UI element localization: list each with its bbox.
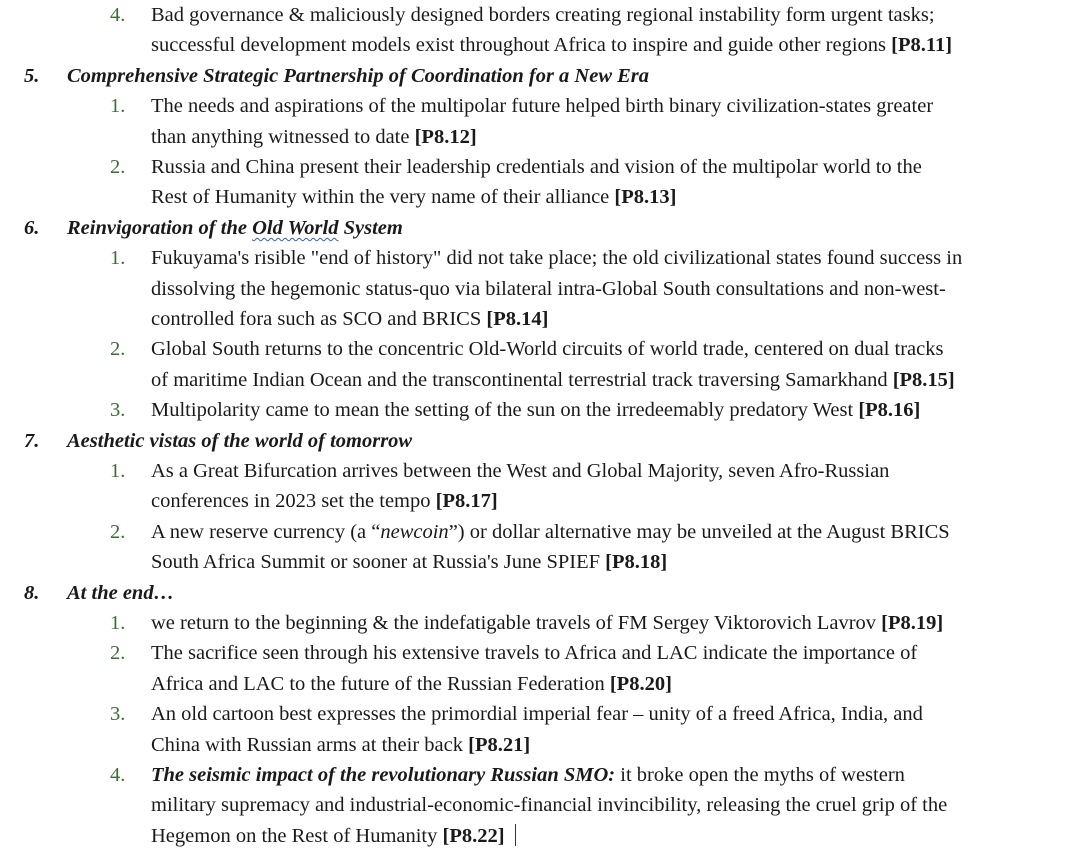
- list-item-text: [151, 547, 667, 577]
- section-title-pre: Reinvigoration of the: [67, 216, 253, 239]
- body-text: Global South returns to the concentric Old-World circuits of world trade, centered on dual tracks: [151, 338, 944, 361]
- list-item-text: [151, 638, 917, 668]
- list-item[interactable]: [0, 0, 1080, 30]
- list-item-number: 2.: [110, 156, 126, 178]
- reference-tag: [P8.20]: [609, 672, 672, 695]
- spellcheck-underline: Old World: [252, 216, 339, 239]
- body-text: Rest of Humanity within the very name of their alliance: [151, 186, 615, 209]
- list-item[interactable]: [0, 152, 1080, 182]
- body-text: conferences in 2023 set the tempo: [151, 490, 436, 513]
- reference-tag: [P8.21]: [468, 733, 531, 756]
- body-text: The sacrifice seen through his extensive travels to Africa and LAC indicate the importance of: [151, 642, 918, 665]
- body-text: China with Russian arms at their back: [151, 733, 469, 756]
- body-text: it broke open the myths of western: [615, 764, 905, 786]
- body-text: Multipolarity came to mean the setting of the sun on the irredeemably predatory West: [151, 399, 859, 422]
- section-heading[interactable]: [0, 61, 1080, 91]
- section-number: 5.: [24, 64, 40, 87]
- list-item-continuation[interactable]: [0, 304, 1080, 334]
- reference-tag: [P8.11]: [891, 34, 953, 57]
- list-item-number: 3.: [110, 399, 126, 422]
- list-item-text: [151, 395, 920, 425]
- list-item-text: [151, 122, 477, 152]
- body-text: we return to the beginning & the indefatigable travels of FM Sergey Viktorovich Lavrov: [151, 612, 882, 634]
- body-text: of maritime Indian Ocean and the transcontinental terrestrial track traversing Samarkhand: [151, 368, 893, 391]
- section-heading[interactable]: [0, 578, 1080, 608]
- list-item[interactable]: [0, 517, 1080, 547]
- list-item-continuation[interactable]: [0, 790, 1080, 820]
- list-item-number: 1.: [110, 247, 126, 270]
- section-heading[interactable]: [0, 426, 1080, 456]
- list-item-text: [151, 274, 946, 304]
- list-item[interactable]: [0, 699, 1080, 729]
- list-item[interactable]: [0, 638, 1080, 668]
- body-text: Russia and China present their leadership credentials and vision of the multipolar world to the: [151, 156, 922, 178]
- body-text: A new reserve currency (a “: [151, 520, 381, 543]
- reference-tag: [P8.15]: [892, 368, 955, 391]
- list-item[interactable]: [0, 760, 1080, 790]
- emphasis-text: The seismic impact of the revolutionary Russian SMO:: [151, 764, 616, 786]
- list-item-continuation[interactable]: [0, 274, 1080, 304]
- list-item-text: [151, 304, 548, 334]
- section-title: Aesthetic vistas of the world of tomorrow: [67, 429, 413, 452]
- list-item-text: [151, 730, 530, 760]
- list-item-number: 4.: [110, 764, 126, 786]
- list-item-number: 2.: [110, 338, 126, 361]
- section-title-post: System: [338, 216, 403, 239]
- reference-tag: [P8.18]: [605, 551, 668, 574]
- text-cursor: [515, 824, 516, 846]
- list-item-number: 4.: [110, 4, 126, 26]
- list-item-text: [151, 821, 516, 851]
- list-item-text: [151, 699, 923, 729]
- list-item-text: [151, 608, 943, 638]
- reference-tag: [P8.13]: [614, 186, 677, 209]
- list-item-text: [151, 182, 676, 212]
- list-item[interactable]: [0, 456, 1080, 486]
- list-item-continuation[interactable]: [0, 365, 1080, 395]
- list-item-continuation[interactable]: [0, 182, 1080, 212]
- body-text: South Africa Summit or sooner at Russia's June SPIEF: [151, 551, 606, 574]
- list-item-number: 2.: [110, 520, 126, 543]
- list-item-text: [151, 243, 962, 273]
- list-item-number: 1.: [110, 95, 126, 118]
- list-item-continuation[interactable]: [0, 547, 1080, 577]
- list-item-text: [151, 152, 922, 182]
- list-item-number: 2.: [110, 642, 126, 665]
- italic-term: newcoin: [380, 520, 449, 543]
- list-item-number: 1.: [110, 612, 126, 634]
- body-text: Hegemon on the Rest of Humanity: [151, 824, 443, 847]
- list-item[interactable]: [0, 395, 1080, 425]
- section-heading[interactable]: [0, 213, 1080, 243]
- section-title: [67, 213, 403, 243]
- body-text: military supremacy and industrial-economic-financial invincibility, releasing the cruel grip of the: [151, 794, 948, 817]
- list-item-continuation[interactable]: [0, 122, 1080, 152]
- body-text: Bad governance & maliciously designed borders creating regional instability form urgent tasks;: [151, 4, 935, 26]
- section-title: Comprehensive Strategic Partnership of Coordination for a New Era: [67, 64, 650, 87]
- list-item-text: [151, 0, 935, 30]
- reference-tag: [P8.16]: [858, 399, 921, 422]
- list-item-number: 3.: [110, 703, 126, 726]
- body-text: successful development models exist throughout Africa to inspire and guide other regions: [151, 34, 892, 57]
- list-item-text: [151, 30, 952, 60]
- list-item-text: [151, 365, 955, 395]
- list-item-text: [151, 517, 950, 547]
- section-title: At the end…: [67, 581, 175, 604]
- reference-tag: [P8.14]: [486, 308, 549, 330]
- list-item-text: [151, 456, 889, 486]
- section-number: 7.: [24, 429, 40, 452]
- list-item-continuation[interactable]: [0, 669, 1080, 699]
- list-item-text: [151, 91, 933, 121]
- section-number: 8.: [24, 581, 40, 604]
- list-item[interactable]: [0, 243, 1080, 273]
- body-text: The needs and aspirations of the multipolar future helped birth binary civilization-states greater: [151, 95, 934, 118]
- body-text-after: ”) or dollar alternative may be unveiled at the August BRICS: [448, 520, 950, 543]
- list-item-number: 1.: [110, 460, 126, 482]
- list-item-continuation[interactable]: [0, 821, 1080, 851]
- body-text: Africa and LAC to the future of the Russian Federation: [151, 672, 610, 695]
- reference-tag: [P8.22]: [442, 824, 505, 847]
- body-text: dissolving the hegemonic status-quo via bilateral intra-Global South consultations and non-west-: [151, 277, 946, 300]
- body-text: controlled fora such as SCO and BRICS: [151, 308, 487, 330]
- body-text: An old cartoon best expresses the primordial imperial fear – unity of a freed Africa, India, and: [151, 703, 923, 726]
- list-item-continuation[interactable]: [0, 486, 1080, 516]
- list-item-text: [151, 486, 498, 516]
- body-text: than anything witnessed to date: [151, 125, 415, 148]
- list-item-text: [151, 669, 672, 699]
- list-item-text: [151, 790, 947, 820]
- list-item[interactable]: [0, 608, 1080, 638]
- body-text: As a Great Bifurcation arrives between the West and Global Majority, seven Afro-Russian: [151, 460, 890, 482]
- body-text: Fukuyama's risible "end of history" did not take place; the old civilizational states found success in: [151, 247, 963, 270]
- list-item-continuation[interactable]: [0, 730, 1080, 760]
- list-item-text: [151, 760, 905, 790]
- reference-tag: [P8.19]: [881, 612, 944, 634]
- list-item-continuation[interactable]: [0, 30, 1080, 60]
- list-item-text: [151, 334, 943, 364]
- section-number: 6.: [24, 216, 40, 239]
- list-item[interactable]: [0, 91, 1080, 121]
- reference-tag: [P8.12]: [414, 125, 477, 148]
- reference-tag: [P8.17]: [435, 490, 498, 513]
- list-item[interactable]: [0, 334, 1080, 364]
